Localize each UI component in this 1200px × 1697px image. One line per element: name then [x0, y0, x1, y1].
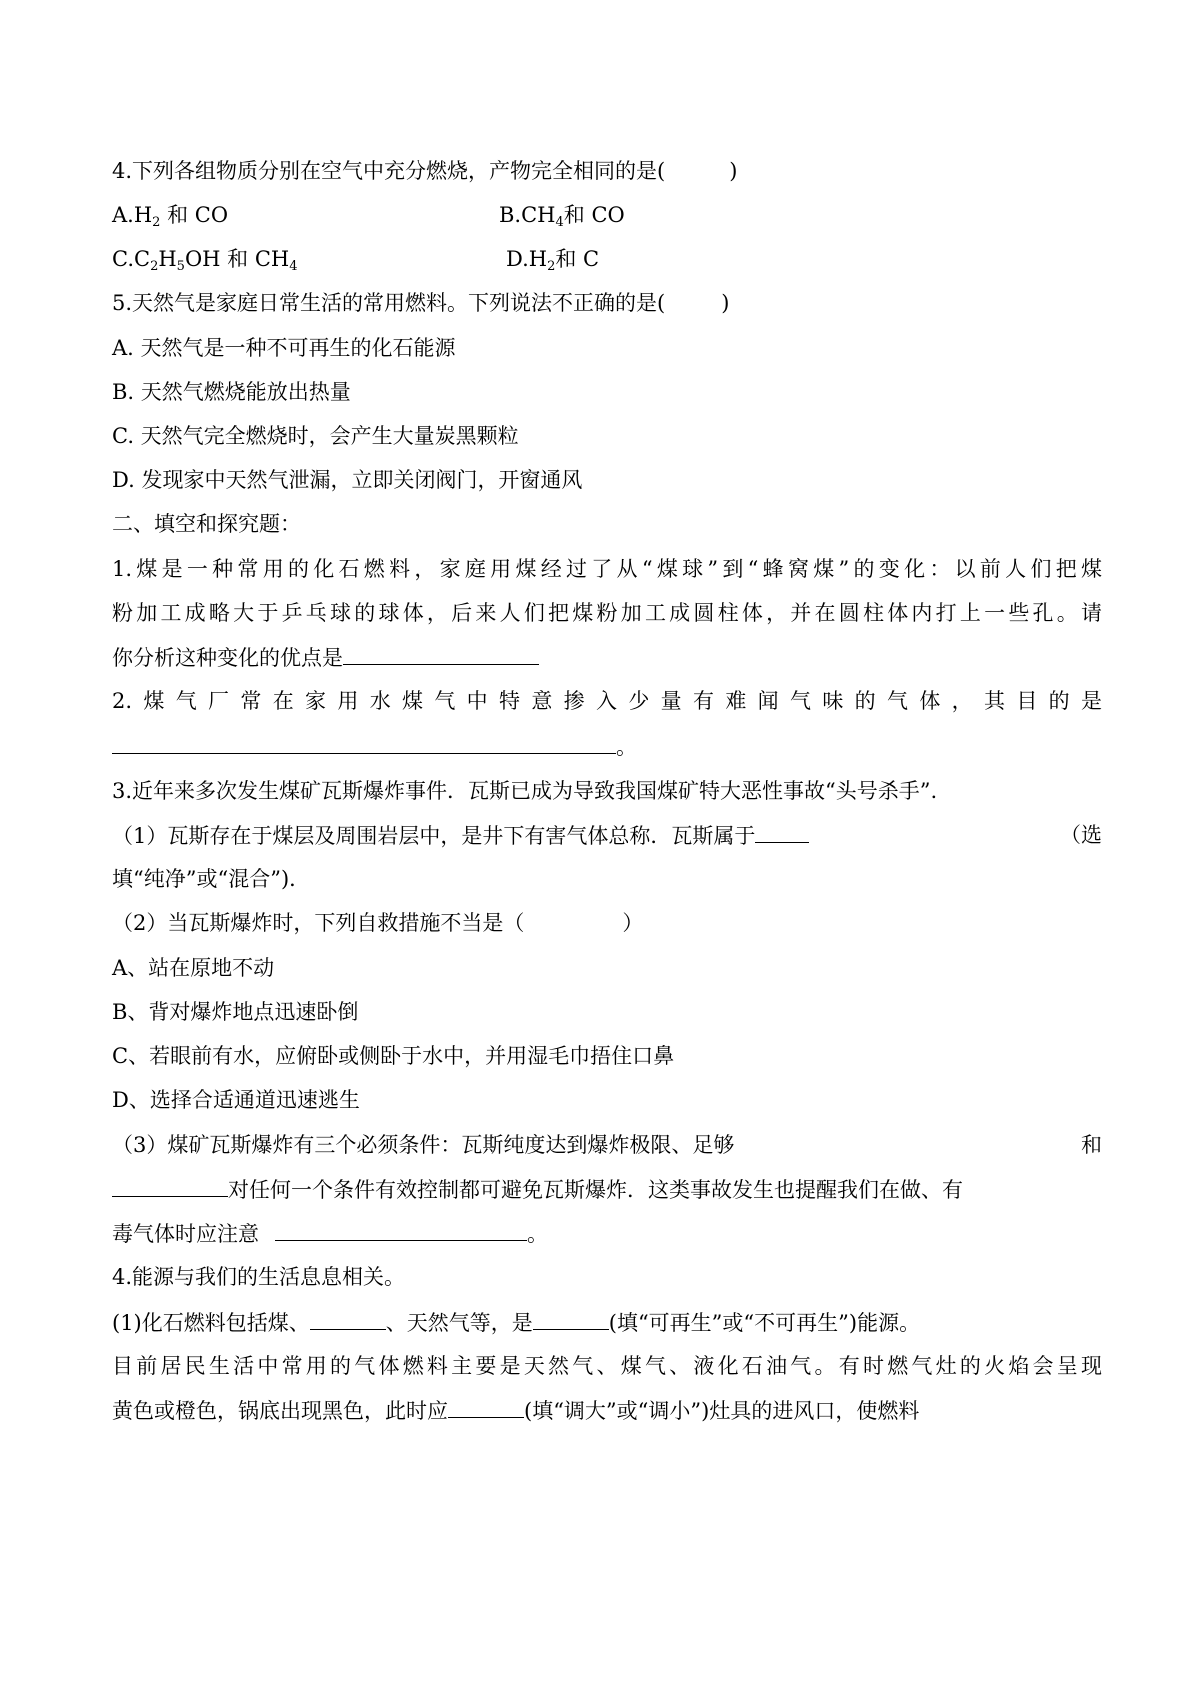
p2-q4-line-2: 目前居民生活中常用的气体燃料主要是天然气、煤气、液化石油气。有时燃气灶的火焰会呈现 — [112, 1354, 1102, 1378]
p2-q3-sub3-line-3: 毒气体时应注意 。 — [112, 1218, 1102, 1249]
q4-stem-line: 4.下列各组物质分别在空气中充分燃烧，产物完全相同的是( ) — [112, 159, 738, 183]
p2-q3-option-b: B、背对爆炸地点迅速卧倒 — [112, 1000, 359, 1024]
q5-stem-line: 5.天然气是家庭日常生活的常用燃料。下列说法不正确的是( ) — [112, 291, 730, 315]
q4-option-a: $A.H_2$ 和 CO — [112, 203, 229, 230]
p2-q4-stem: 4.能源与我们的生活息息相关。 — [112, 1265, 406, 1289]
answer-blank[interactable] — [343, 642, 539, 665]
p2-q3-sub2-line: （2）当瓦斯爆炸时，下列自救措施不当是（ ） — [112, 911, 644, 935]
answer-blank[interactable] — [112, 1174, 228, 1197]
p2-q1-line-3: 你分析这种变化的优点是 — [112, 642, 1102, 673]
q5-option-b: B. 天然气燃烧能放出热量 — [112, 380, 351, 404]
p2-q3-option-d: D、选择合适通道迅速逃生 — [112, 1088, 360, 1112]
q4-stem: 4.下列各组物质分别在空气中充分燃烧，产物完全相同的是( — [112, 159, 666, 183]
answer-blank[interactable] — [533, 1307, 609, 1330]
q4-option-b: $B.CH_4$和 CO — [499, 203, 625, 230]
answer-blank[interactable] — [112, 731, 616, 754]
q5-option-c: C. 天然气完全燃烧时，会产生大量炭黑颗粒 — [112, 424, 519, 448]
p2-q3-sub1-line-1: （1）瓦斯存在于煤层及周围岩层中，是井下有害气体总称．瓦斯属于 （选 — [112, 820, 1102, 851]
q5-option-a: A. 天然气是一种不可再生的化石能源 — [112, 336, 456, 360]
answer-blank[interactable] — [755, 820, 809, 843]
p2-q1-line-2: 粉加工成略大于乒乓球的球体，后来人们把煤粉加工成圆柱体，并在圆柱体内打上一些孔。请 — [112, 601, 1102, 625]
answer-blank[interactable] — [448, 1395, 524, 1418]
answer-blank[interactable] — [310, 1307, 386, 1330]
q4-option-c: $C.C_2H_5OH$ 和 $CH_4$ — [112, 247, 298, 274]
p2-q3-sub3-line-1: （3）煤矿瓦斯爆炸有三个必须条件：瓦斯纯度达到爆炸极限、足够 和 — [112, 1133, 1102, 1157]
p2-q1-line-1: 1.煤是一种常用的化石燃料，家庭用煤经过了从“煤球”到“蜂窝煤”的变化：以前人们把煤 — [112, 557, 1102, 581]
p2-q3-option-a: A、站在原地不动 — [112, 956, 275, 980]
p2-q4-line-3: 黄色或橙色，锅底出现黑色，此时应 (填“调大”或“调小”)灶具的进风口，使燃料 — [112, 1395, 1102, 1426]
p2-q4-sub1-line-1: (1)化石燃料包括煤、 、天然气等，是 (填“可再生”或“不可再生”)能源。 — [112, 1307, 1102, 1338]
answer-blank[interactable] — [275, 1218, 527, 1241]
p2-q3-sub1-line-2: 填“纯净”或“混合”)． — [112, 867, 311, 891]
p2-q3-stem: 3.近年来多次发生煤矿瓦斯爆炸事件．瓦斯已成为导致我国煤矿特大恶性事故“头号杀手”. — [112, 779, 938, 803]
section-heading: 二、填空和探究题： — [112, 512, 301, 536]
p2-q2-line-2: 。 — [112, 731, 1102, 762]
q5-option-d: D. 发现家中天然气泄漏，立即关闭阀门，开窗通风 — [112, 468, 583, 492]
p2-q2-line-1: 2.煤气厂常在家用水煤气中特意掺入少量有难闻气味的气体，其目的是 — [112, 689, 1102, 713]
q4-options-row-1 — [112, 200, 1102, 230]
q4-option-d: $D.H_2$和 C — [506, 247, 600, 274]
p2-q3-option-c: C、若眼前有水，应俯卧或侧卧于水中，并用湿毛巾捂住口鼻 — [112, 1044, 675, 1068]
p2-q3-sub3-line-2: 对任何一个条件有效控制都可避免瓦斯爆炸．这类事故发生也提醒我们在做、有 — [112, 1174, 1102, 1205]
q4-options-row-2 — [112, 244, 1102, 274]
q5-stem: 5.天然气是家庭日常生活的常用燃料。下列说法不正确的是( — [112, 291, 666, 315]
